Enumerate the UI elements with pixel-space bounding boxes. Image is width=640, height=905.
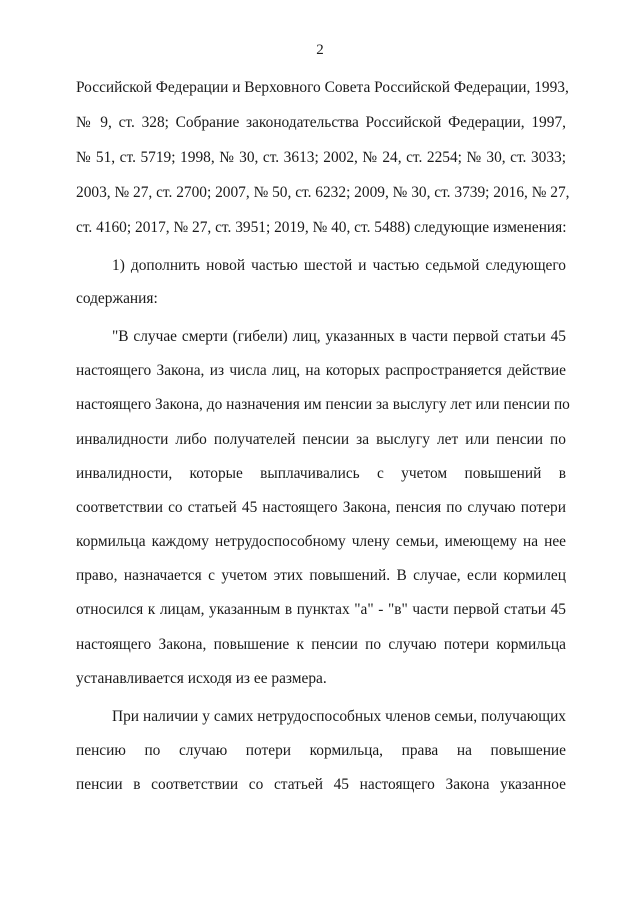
text-line: инвалидности, которые выплачивались с учетом повышений в: [76, 465, 566, 482]
text-line: ст. 4160; 2017, № 27, ст. 3951; 2019, № 40, ст. 5488) следующие изменения:: [76, 219, 567, 236]
text-line: Российской Федерации и Верховного Совета Российской Федерации, 1993,: [76, 79, 569, 96]
text-line: № 51, ст. 5719; 1998, № 30, ст. 3613; 2002, № 24, ст. 2254; № 30, ст. 3033;: [76, 149, 566, 166]
text-line: 1) дополнить новой частью шестой и частью седьмой следующего: [112, 257, 566, 274]
text-line: соответствии со статьей 45 настоящего Закона, пенсия по случаю потери: [76, 499, 566, 516]
text-line: 2003, № 27, ст. 2700; 2007, № 50, ст. 6232; 2009, № 30, ст. 3739; 2016, № 27,: [76, 184, 570, 201]
text-line: инвалидности либо получателей пенсии за выслугу лет или пенсии по: [76, 431, 566, 448]
text-line: относился к лицам, указанным в пунктах "а" - "в" части первой статьи 45: [76, 601, 566, 618]
text-line: устанавливается исходя из ее размера.: [76, 670, 327, 687]
page-number: 2: [316, 42, 324, 58]
text-line: № 9, ст. 328; Собрание законодательства Российской Федерации, 1997,: [76, 114, 566, 131]
text-line: При наличии у самих нетрудоспособных членов семьи, получающих: [112, 708, 566, 725]
text-line: "В случае смерти (гибели) лиц, указанных в части первой статьи 45: [112, 328, 566, 345]
text-line: право, назначается с учетом этих повышений. В случае, если кормилец: [76, 567, 566, 584]
text-line: настоящего Закона, повышение к пенсии по случаю потери кормильца: [76, 636, 566, 653]
text-line: пенсии в соответствии со статьей 45 настоящего Закона указанное: [76, 776, 566, 793]
text-line: пенсию по случаю потери кормильца, права на повышение: [76, 742, 566, 759]
text-line: настоящего Закона, из числа лиц, на которых распространяется действие: [76, 362, 566, 379]
text-line: содержания:: [76, 290, 158, 307]
text-line: кормильца каждому нетрудоспособному члену семьи, имеющему на нее: [76, 533, 566, 550]
text-line: настоящего Закона, до назначения им пенсии за выслугу лет или пенсии по: [76, 396, 570, 413]
